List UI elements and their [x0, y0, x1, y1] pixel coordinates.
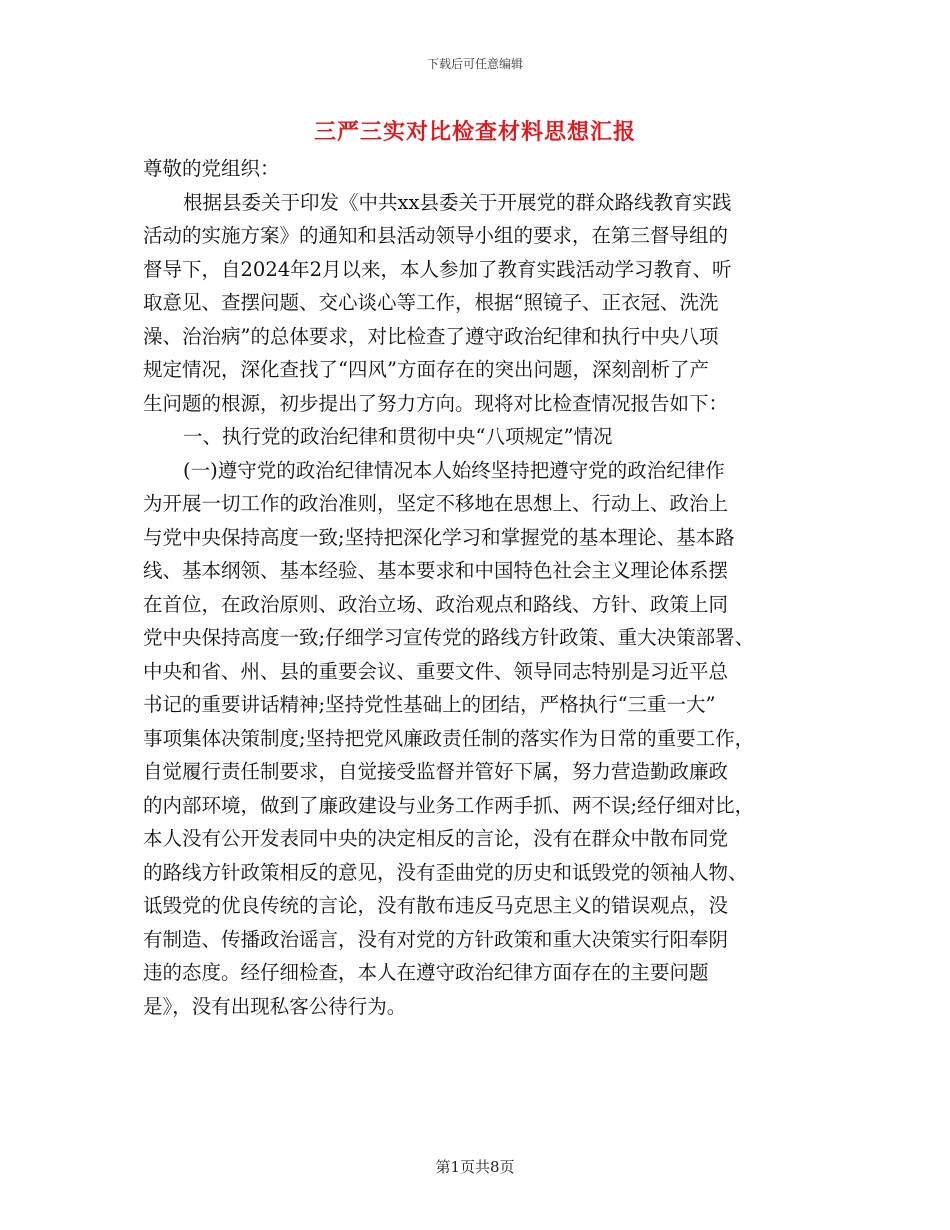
paragraph-line: 生问题的根源，初步提出了努力方向。现将对比检查情况报告如下： — [143, 391, 729, 415]
paragraph-line: 本人没有公开发表同中央的决定相反的言论，没有在群众中散布同党 — [143, 827, 729, 850]
paragraph-line: 为开展一切工作的政治准则，坚定不移地在思想上、行动上、政治上 — [143, 492, 729, 515]
paragraph-line: 的路线方针政策相反的意见，没有歪曲党的历史和诋毁党的领袖人物、 — [143, 860, 748, 884]
paragraph-line: 自觉履行责任制要求，自觉接受监督并管好下属，努力营造勤政廉政 — [143, 760, 729, 783]
paragraph-line: (一)遵守党的政治纪律情况本人始终坚持把遵守党的政治纪律作 — [183, 458, 725, 482]
paragraph-line: 与党中央保持高度一致;坚持把深化学习和掌握党的基本理论、基本路 — [143, 525, 735, 549]
document-title: 三严三实对比检查材料思想汇报 — [313, 119, 636, 145]
paragraph-line: 事项集体决策制度;坚持把党风廉政责任制的落实作为日常的重要工作， — [143, 726, 755, 750]
paragraph-line: 根据县委关于印发《中共xx县委关于开展党的群众路线教育实践 — [183, 190, 732, 214]
paragraph-line: 取意见、查摆问题、交心谈心等工作，根据“照镜子、正衣冠、洗洗 — [143, 291, 719, 314]
document-body — [143, 152, 808, 1023]
paragraph-line: 督导下，自2024年2月以来，本人参加了教育实践活动学习教育、听 — [143, 257, 732, 281]
paragraph-line: 活动的实施方案》的通知和县活动领导小组的要求，在第三督导组的 — [143, 224, 729, 247]
paragraph-line: 中央和省、州、县的重要会议、重要文件、领导同志特别是习近平总 — [143, 659, 729, 683]
paragraph-line: 诋毁党的优良传统的言论，没有散布违反马克思主义的错误观点，没 — [143, 894, 729, 917]
paragraph-line: 有制造、传播政治谣言，没有对党的方针政策和重大决策实行阳奉阴 — [143, 927, 729, 951]
paragraph-line: 党中央保持高度一致;仔细学习宣传党的路线方针政策、重大决策部署、 — [143, 626, 755, 649]
salutation: 尊敬的党组织： — [143, 157, 280, 180]
paragraph-line: 线、基本纲领、基本经验、基本要求和中国特色社会主义理论体系摆 — [143, 559, 729, 582]
paragraph-line: 澡、治治病”的总体要求，对比检查了遵守政治纪律和执行中央八项 — [143, 324, 719, 348]
section-heading: 一、执行党的政治纪律和贯彻中央“八项规定”情况 — [183, 425, 613, 448]
paragraph-line: 书记的重要讲话精神;坚持党性基础上的团结，严格执行“三重一大” — [143, 693, 716, 716]
header-note: 下载后可任意编辑 — [426, 57, 523, 71]
page-number-footer: 第1页共8页 — [435, 1158, 515, 1176]
paragraph-line: 规定情况，深化查找了“四风”方面存在的突出问题，深刻剖析了产 — [143, 358, 709, 381]
paragraph-line: 在首位，在政治原则、政治立场、政治观点和路线、方针、政策上同 — [143, 592, 729, 616]
paragraph-line: 违的态度。经仔细检查，本人在遵守政治纪律方面存在的主要问题 — [143, 961, 709, 984]
paragraph-line: 是》，没有出现私客公待行为。 — [143, 994, 407, 1018]
paragraph-line: 的内部环境，做到了廉政建设与业务工作两手抓、两不误;经仔细对比， — [143, 793, 755, 817]
